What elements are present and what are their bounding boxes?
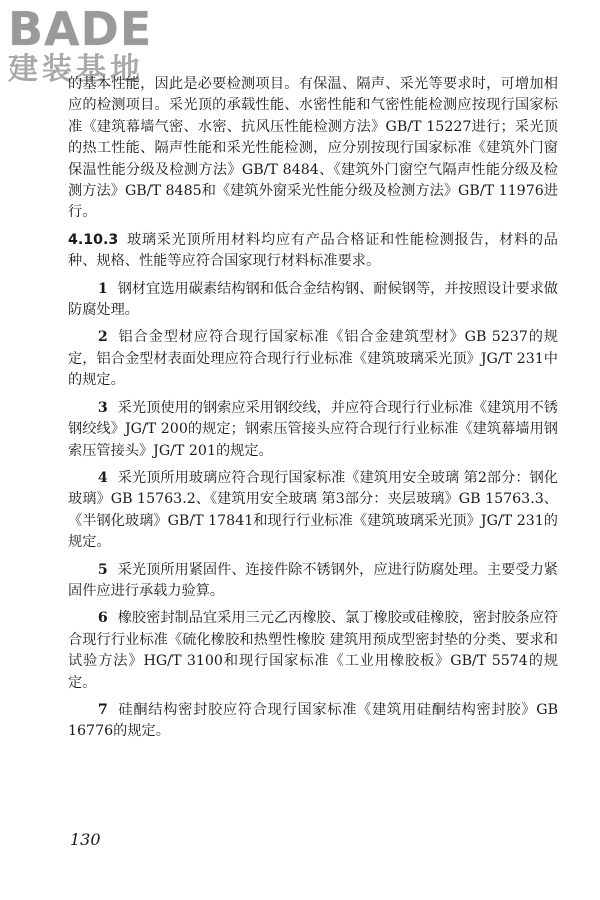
clause-number: 4.10.3 [68, 231, 119, 248]
item-text: 硅酮结构密封胶应符合现行国家标准《建筑用硅酮结构密封胶》GB 16776的规定。 [68, 701, 558, 740]
item-text: 钢材宜选用碳素结构钢和低合金结构钢、耐候钢等，并按照设计要求做防腐处理。 [68, 280, 558, 319]
item-number: 5 [97, 561, 108, 578]
page-number: 130 [70, 830, 101, 849]
item-number: 3 [97, 399, 108, 416]
item-text: 橡胶密封制品宜采用三元乙丙橡胶、氯丁橡胶或硅橡胶，密封胶条应符合现行行业标准《硫化橡胶和热塑性橡胶 建筑用预成型密封垫的分类、要求和试验方法》HG/T 3100和现行国家标准《工业用橡胶板》GB/T 5574的规定。 [68, 610, 558, 691]
clause-4-10-3 [68, 230, 558, 273]
item-number: 7 [97, 701, 108, 718]
item-text: 采光顶所用紧固件、连接件除不锈钢外，应进行防腐处理。主要受力紧固件应进行承载力验算。 [68, 561, 558, 599]
list-item [68, 560, 558, 603]
item-number: 6 [97, 610, 108, 627]
list-item [68, 608, 558, 694]
list-item [68, 327, 558, 391]
item-number: 1 [97, 280, 108, 297]
clause-text: 玻璃采光顶所用材料均应有产品合格证和性能检测报告，材料的品种、规格、性能等应符合国家现行材料标准要求。 [68, 231, 558, 270]
item-text: 采光顶使用的钢索应采用钢绞线，并应符合现行行业标准《建筑用不锈钢绞线》JG/T 200的规定；钢索压管接头应符合现行行业标准《建筑幕墙用钢索压管接头》JG/T 201的规定。 [68, 399, 558, 459]
logo-subtitle: 建装基地 [8, 52, 144, 87]
list-item [68, 700, 558, 743]
list-item [68, 468, 558, 554]
intro-paragraph: 的基本性能，因此是必要检测项目。有保温、隔声、采光等要求时，可增加相应的检测项目。采光顶的承载性能、水密性能和气密性能检测应按现行国家标准《建筑幕墙气密、水密、抗风压性能检测方法》GB/T 15227进行；采光顶的热工性能、隔声性能和采光性能检测，应分别按现行国家标准《建筑外门窗保温性能分级及检测方法》GB/T 8484、《建筑外门窗空气隔声性能分级及检测方法》GB/T 8485和《建筑外窗采光性能分级及检测方法》GB/T 11976进行。 [68, 76, 558, 221]
item-number: 4 [97, 469, 108, 486]
item-number: 2 [97, 329, 108, 346]
item-text: 采光顶所用玻璃应符合现行国家标准《建筑用安全玻璃 第2部分：钢化玻璃》GB 15763.2、《建筑用安全玻璃 第3部分：夹层玻璃》GB 15763.3、《半钢化玻璃》GB/T 17841和现行行业标准《建筑玻璃采光顶》JG/T 231的规定。 [68, 469, 558, 551]
document-body [68, 74, 558, 743]
logo-brand-text: BADE [8, 2, 153, 56]
list-item [68, 398, 558, 462]
item-text: 铝合金型材应符合现行国家标准《铝合金建筑型材》GB 5237的规定，铝合金型材表面处理应符合现行行业标准《建筑玻璃采光顶》JG/T 231中的规定。 [68, 329, 558, 389]
list-item [68, 279, 558, 322]
